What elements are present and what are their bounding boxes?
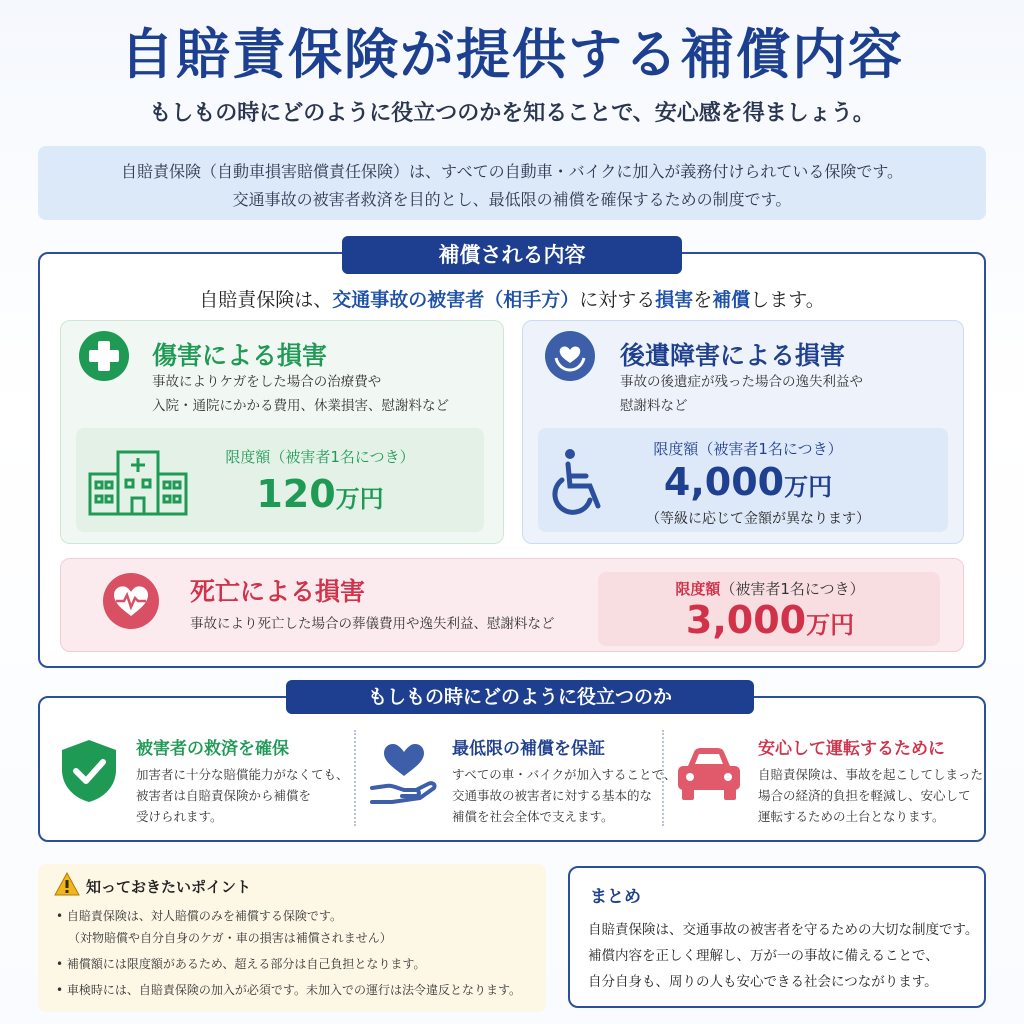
benefit-title: 安心して運転するために xyxy=(758,739,945,759)
desc-line: 運転するための土台となります。 xyxy=(758,809,945,824)
desc-line: 加害者に十分な賠償能力がなくても、 xyxy=(136,767,349,782)
amount-value: 120 xyxy=(256,472,336,516)
wheelchair-icon xyxy=(548,446,614,520)
death-title: 死亡による損害 xyxy=(190,577,366,606)
point-item: • 車検時には、自賠責保険の加入が必須です。未加入での運行は法令違反となります。 xyxy=(56,983,521,997)
injury-amount xyxy=(200,472,440,516)
lead-emphasis: 損害 xyxy=(655,289,694,311)
intro-line: 交通事故の被害者救済を目的とし、最低限の補償を確保するための制度です。 xyxy=(232,190,792,209)
death-desc: 事故により死亡した場合の葬儀費用や逸失利益、慰謝料など xyxy=(190,616,555,632)
intro-line: 自賠責保険（自動車損害賠償責任保険）は、すべての自動車・バイクに加入が義務付けられている保険です。 xyxy=(120,162,904,181)
heart-hands-icon xyxy=(544,330,596,382)
point-text: （対物賠償や自分自身のケガ・車の損害は補償されません） xyxy=(68,931,392,945)
desc-line: 交通事故の被害者に対する基本的な xyxy=(452,788,653,803)
hospital-icon xyxy=(86,444,190,518)
divider xyxy=(354,730,356,826)
death-limit-label xyxy=(610,578,930,599)
heartbeat-icon xyxy=(102,572,160,630)
shield-check-icon xyxy=(58,738,120,804)
desc-line: 受けられます。 xyxy=(136,809,223,824)
points-title: 知っておきたいポイント xyxy=(86,878,252,896)
disability-note: （等級に応じて金額が異なります） xyxy=(646,511,870,527)
desc-line: 場合の経済的負担を軽減し、安心して xyxy=(758,788,971,803)
lead-emphasis: 補償 xyxy=(712,289,751,311)
cross-icon xyxy=(78,330,130,382)
limit-label-main: 限度額 xyxy=(675,580,721,598)
benefit-desc xyxy=(452,764,676,827)
summary-line: 自分自身も、周りの人も安心できる社会につながります。 xyxy=(588,974,938,990)
desc-line: 被害者は自賠責保険から補償を xyxy=(136,788,312,803)
disability-amount xyxy=(618,460,878,504)
summary-line: 補償内容を正しく理解し、万が一の事故に備えることで、 xyxy=(588,948,939,964)
injury-limit-label: 限度額（被害者1名につき） xyxy=(225,448,415,466)
desc-line: 入院・通院にかかる費用、休業損害、慰謝料など xyxy=(152,398,449,414)
car-icon xyxy=(674,744,744,804)
point-item xyxy=(68,928,392,948)
benefit-desc xyxy=(136,764,349,827)
point-text: 自賠責保険は、対人賠償のみを補償する保険です。 xyxy=(66,909,342,923)
lead-text: します。 xyxy=(750,289,825,311)
point-item: • 補償額には限度額があるため、超える部分は自己負担となります。 xyxy=(56,957,426,971)
desc-line: 事故の後遺症が残った場合の逸失利益や xyxy=(620,374,863,390)
disability-desc xyxy=(620,370,863,418)
point-item: • 自賠責保険は、対人賠償のみを補償する保険です。 xyxy=(56,909,342,923)
amount-unit: 万円 xyxy=(784,473,833,501)
disability-limit-label: 限度額（被害者1名につき） xyxy=(653,440,843,458)
intro-box xyxy=(38,146,986,220)
desc-line: 補償を社会全体で支えます。 xyxy=(452,809,614,824)
desc-line: 慰謝料など xyxy=(620,398,688,414)
amount-value: 3,000 xyxy=(685,598,807,642)
page-subtitle: もしもの時にどのように役立つのかを知ることで、安心感を得ましょう。 xyxy=(149,101,875,126)
page-title: 自賠責保険が提供する補償内容 xyxy=(120,23,904,86)
summary-line: 自賠責保険は、交通事故の被害者を守るための大切な制度です。 xyxy=(588,922,979,938)
point-text: 車検時には、自賠責保険の加入が必須です。未加入での運行は法令違反となります。 xyxy=(66,983,521,997)
limit-label-sub: （被害者1名につき） xyxy=(720,580,865,598)
amount-unit: 万円 xyxy=(335,485,384,513)
summary-title: まとめ xyxy=(590,887,641,907)
benefit-desc xyxy=(758,764,983,827)
desc-line: 事故によりケガをした場合の治療費や xyxy=(152,374,382,390)
desc-line: 自賠責保険は、事故を起こしてしまった xyxy=(758,767,984,782)
lead-text: を xyxy=(693,289,713,311)
benefit-title: 最低限の補償を保証 xyxy=(452,739,605,759)
lead-emphasis: 交通事故の被害者（相手方） xyxy=(332,289,580,311)
coverage-lead xyxy=(40,285,984,312)
hand-heart-icon xyxy=(368,740,440,808)
lead-text: に対する xyxy=(579,289,656,311)
death-amount xyxy=(610,598,930,642)
lead-text: 自賠責保険は、 xyxy=(199,289,333,311)
benefits-heading: もしもの時にどのように役立つのか xyxy=(286,680,754,714)
warning-icon xyxy=(54,872,80,896)
amount-unit: 万円 xyxy=(806,611,855,639)
benefit-title: 被害者の救済を確保 xyxy=(136,739,289,759)
coverage-heading: 補償される内容 xyxy=(342,236,682,274)
desc-line: すべての車・バイクが加入することで、 xyxy=(452,767,677,782)
injury-desc xyxy=(152,370,449,418)
injury-title: 傷害による損害 xyxy=(152,341,328,370)
point-text: 補償額には限度額があるため、超える部分は自己負担となります。 xyxy=(66,957,426,971)
disability-title: 後遺障害による損害 xyxy=(620,341,846,370)
amount-value: 4,000 xyxy=(663,460,785,504)
divider xyxy=(662,730,664,826)
